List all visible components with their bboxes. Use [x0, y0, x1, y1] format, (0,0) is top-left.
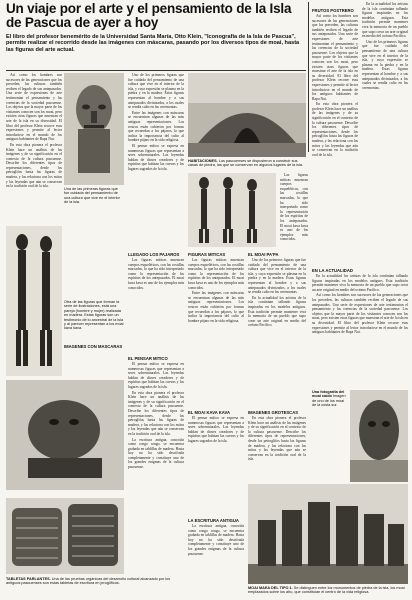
text-column-4: Uno de los primeros figuras que fue cuidada del pensamiento de una cultura que vive en el interior de la isla, y cuya expresión se plasma en la piedra y en la madera. Estas figuras representan al hombre y a sus antepasados divinizados, a los cuales se rendía culto en las ceremonias. En la actualidad los artistas de la isla continúan tallando figuras inspiradas en los modelos antiguos. Esta tradición permite mantener viva la memoria de un pueblo que supo crear un arte original en medio del océano Pacífico. [248, 258, 306, 328]
article-lead: El libro del profesor benemérito de la Universidad Santa María, Otto Klein, "Iconografía de la Isla de Pascua", permite realizar el recorrido desde las imágenes con máscaras, pasando por los diversos tipos de moai, hasta las figuras del arte actual. [6, 34, 300, 53]
habitaciones-photo [188, 73, 306, 157]
subhead-frutos: FRUTOS POSTRERO [312, 8, 354, 13]
kava-kava-figures-photo [188, 173, 276, 247]
text-column-5: En la actualidad los artistas de la isla continúan tallando figuras inspiradas en los modelos antiguos. Esta tradición permite mantener viva la memoria de un pueblo que supo crear un arte original en medio del océano Pacífico. Así como los hombres son sucesores de las generaciones que los preceden, las culturas también reciben el legado de sus antepasados. Una serie de expresiones de arte testimonian el pensamiento y las creencias de la sociedad pascuense. Los objetos que la mayor parte de los visitantes conocen son los moai, pero existen otras figuras que muestran el arte de la isla en su diversidad. El libro del profesor Klein recorre esas expresiones y permite al lector introducirse en el mundo de los antiguos habitantes de Rapa Nui. [312, 274, 408, 335]
text-column-3: Las figuras míticas muestran cuerpos esqueléticos, con las costillas marcadas, lo que ha sido interpretado como la representación de los espíritus de los antepasados. El moai kava kava es uno de los ejemplos más conocidos. Entre las imágenes con máscaras se encuentran algunas de las más antiguas representaciones. Los rostros están cubiertos por formas que recuerdan a los pájaros, lo que indica la importancia del culto al hombre pájaro en la vida religiosa. [188, 258, 244, 323]
caption-wooden-couple: Otra de las figuras que forman la serie de ilustraciones, está una pareja (hombre y mujer) realizada en madera. Estas figuras son un testimonio de lo ancestral de la isla y al parecer representan a los moai kava kava. [64, 300, 124, 331]
moai-row-photo [248, 484, 408, 584]
subhead-moai-kava: EL MOAI KAVA KAVA [188, 410, 231, 415]
subhead-grotescas: IMAGENES GROTESCAS [248, 410, 299, 415]
text-column-figures: Las figuras míticas muestran cuerpos esqueléticos, con las costillas marcadas, lo que ha sido interpretado como la representación de los espíritus de los antepasados. El moai kava kava es uno de los ejemplos más conocidos. [280, 173, 308, 242]
caption-habitaciones: HABITACIONES. Los pascuenses se dispusieron a construir sus casas de piedra, las que se conservan en algunos lugares de la isla. [188, 159, 304, 168]
text-column-2c: El pensar mítico se expresa en numerosas figuras que representan a seres sobrenaturales. Las leyendas hablan de dioses creadores y de espíritus que habitan las cuevas y los lugares sagrados de la isla. En esta obra pionera el profesor Klein hace un análisis de las imágenes y de su significación en el contexto de la cultura pascuense. Describe los diferentes tipos de representaciones, desde los petroglifos hasta las figuras de madera, y las relaciona con los mitos y las leyendas que aún se conservan en la tradición oral de la isla. La escritura antigua, conocida como rongo rongo, se encuentra grabada en tablillas de madera. Hasta hoy no ha sido descifrada completamente y constituye uno de los grandes enigmas de la cultura pascuense. [128, 362, 184, 470]
text-column-3b: El pensar mítico se expresa en numerosas figuras que representan a seres sobrenaturales. Las leyendas hablan de dioses creadores y de espíritus que habitan las cuevas y los lugares sagrados de la isla. [188, 416, 244, 443]
header-rule [6, 70, 306, 71]
subhead-mascaras: IMAGENES CON MASCARAS [64, 344, 123, 349]
text-column-2: Uno de los primeros figuras que fue cuidada del pensamiento de una cultura que vive en el interior de la isla, y cuya expresión se plasma en la piedra y en la madera. Estas figuras representan al hombre y a sus antepasados divinizados, a los cuales se rendía culto en las ceremonias. Entre las imágenes con máscaras se encuentran algunas de las más antiguas representaciones. Los rostros están cubiertos por formas que recuerdan a los pájaros, lo que indica la importancia del culto al hombre pájaro en la vida religiosa. El pensar mítico se expresa en numerosas figuras que representan a seres sobrenaturales. Las leyendas hablan de dioses creadores y de espíritus que habitan las cuevas y los lugares sagrados de la isla. [128, 73, 184, 171]
wooden-couple-photo [6, 226, 62, 376]
text-column-4b: En esta obra pionera el profesor Klein hace un análisis de las imágenes y de su significación en el contexto de la cultura pascuense. Describe los diferentes tipos de representaciones, desde los petroglifos hasta las figuras de madera, y las relaciona con los mitos y las leyendas que aún se conservan en la tradición oral de la isla. [248, 416, 306, 462]
subhead-mitico: EL PENSAR MITICO [128, 356, 168, 361]
column-rule [308, 2, 309, 152]
text-column-r2: En la actualidad los artistas de la isla continúan tallando figuras inspiradas en los modelos antiguos. Esta tradición permite mantener viva la memoria de un pueblo que supo crear un arte original en medio del océano Pacífico. Uno de los primeros figuras que fue cuidada del pensamiento de una cultura que vive en el interior de la isla, y cuya expresión se plasma en la piedra y en la madera. Estas figuras representan al hombre y a sus antepasados divinizados, a los cuales se rendía culto en las ceremonias. [362, 2, 408, 90]
text-column-1: Así como los hombres son sucesores de las generaciones que los preceden, las culturas también reciben el legado de sus antepasados. Una serie de expresiones de arte testimonian el pensamiento y las creencias de la sociedad pascuense. Los objetos que la mayor parte de los visitantes conocen son los moai, pero existen otras figuras que muestran el arte de la isla en su diversidad. El libro del profesor Klein recorre esas expresiones y permite al lector introducirse en el mundo de los antiguos habitantes de Rapa Nui. En esta obra pionera el profesor Klein hace un análisis de las imágenes y de su significación en el contexto de la cultura pascuense. Describe los diferentes tipos de representaciones, desde los petroglifos hasta las figuras de madera, y las relaciona con los mitos y las leyendas que aún se conservan en la tradición oral de la isla. [6, 73, 62, 189]
caption-fallen-moai: Una fotografía del moai caído Imagen de uno de los moai de la costa sur. [312, 390, 346, 408]
caption-tablets: TABLETAS PARLANTES. Una de las pruebas orgánicas del desarrollo cultural alcanzado por los antiguos pascuenses son estas tabletas de escritura en jeroglíficos. [6, 577, 171, 586]
subhead-actualidad: EN LA ACTUALIDAD [312, 268, 353, 273]
subhead-moai-pa: EL MOAI PA'PA [248, 252, 279, 257]
rongo-rongo-tablets-photo [6, 498, 124, 574]
subhead-figuras-miticas: FIGURAS MITICAS [188, 252, 226, 257]
text-column-3c: La escritura antigua, conocida como rongo rongo, se encuentra grabada en tablillas de madera. Hasta hoy no ha sido descifrada completamente y constituye uno de los grandes enigmas de la cultura pascuense. [188, 524, 244, 556]
fallen-moai-photo [350, 390, 408, 482]
text-column-2b: Las figuras míticas muestran cuerpos esqueléticos, con las costillas marcadas, lo que ha sido interpretado como la representación de los espíritus de los antepasados. El moai kava kava es uno de los ejemplos más conocidos. [128, 258, 184, 290]
subhead-escritura: LA ESCRITURA ANTIGUA [188, 518, 239, 523]
caption-stone-head: Una de las primeras figuras que fue cuidada del pensamiento de una cultura que vive en el interior de la isla. [64, 187, 120, 205]
subhead-legado: LLEGADO LOS PAJAROS [128, 252, 180, 257]
caption-moai-tipo: MOAI MAEA DEL TIPO 1. Se distinguen entre los monumentos de piedra de la isla, los moai emplazados sobre los ahu, que constituían el centro de la vida religiosa. [248, 586, 405, 595]
stone-head-photo [64, 73, 124, 185]
text-column-r1: Así como los hombres son sucesores de las generaciones que los preceden, las culturas también reciben el legado de sus antepasados. Una serie de expresiones de arte testimonian el pensamiento y las creencias de la sociedad pascuense. Los objetos que la mayor parte de los visitantes conocen son los moai, pero existen otras figuras que muestran el arte de la isla en su diversidad. El libro del profesor Klein recorre esas expresiones y permite al lector introducirse en el mundo de los antiguos habitantes de Rapa Nui. En esta obra pionera el profesor Klein hace un análisis de las imágenes y de su significación en el contexto de la cultura pascuense. Describe los diferentes tipos de representaciones, desde los petroglifos hasta las figuras de madera, y las relaciona con los mitos y las leyendas que aún se conservan en la tradición oral de la isla. [312, 14, 358, 157]
article-title: Un viaje por el arte y el pensamiento de la Isla de Pascua de ayer a hoy [6, 1, 292, 30]
crouching-figure-photo [6, 380, 124, 490]
